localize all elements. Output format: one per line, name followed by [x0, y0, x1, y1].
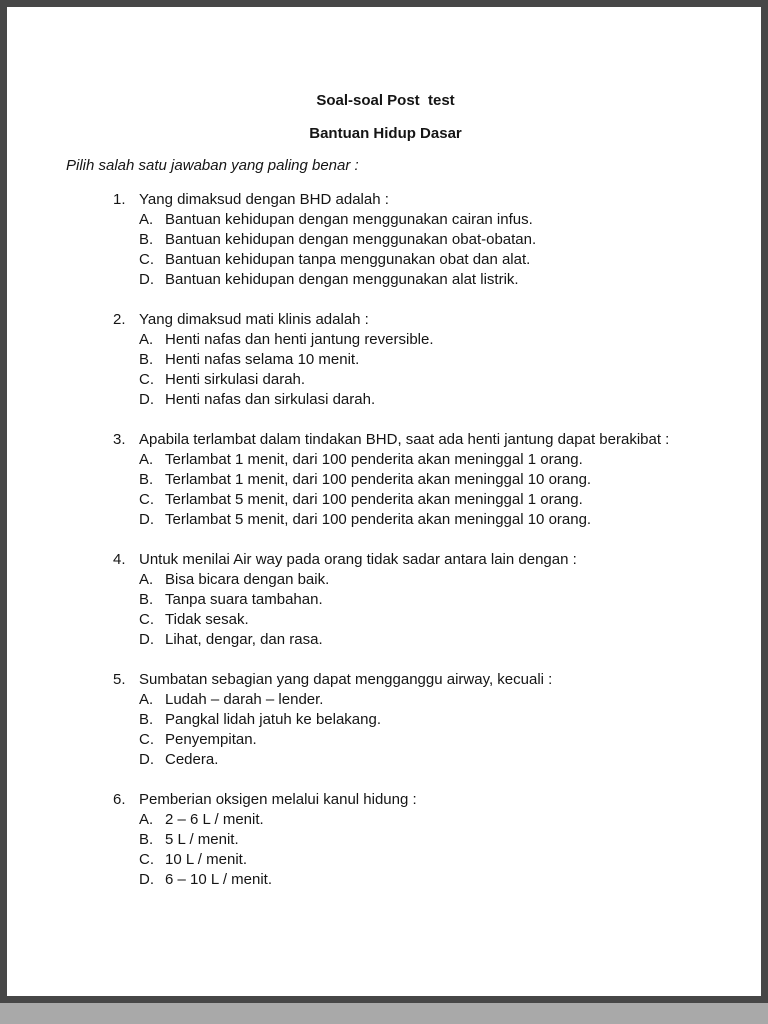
option-letter: B. — [139, 471, 154, 488]
option-d — [139, 390, 705, 410]
option-d — [139, 510, 705, 530]
option-d — [139, 270, 705, 290]
option-letter: C. — [139, 731, 154, 748]
option-letter: B. — [139, 831, 154, 848]
option-b — [139, 350, 705, 370]
option-text: Henti nafas dan henti jantung reversible. — [165, 331, 434, 348]
option-a — [139, 330, 705, 350]
option-letter: D. — [139, 871, 154, 888]
question-text: Pemberian oksigen melalui kanul hidung : — [139, 791, 417, 808]
option-text: Terlambat 5 menit, dari 100 penderita akan meninggal 10 orang. — [165, 511, 592, 528]
option-text: Lihat, dengar, dan rasa. — [165, 631, 323, 648]
viewer-bottom-bar — [0, 1003, 768, 1024]
option-text: Bisa bicara dengan baik. — [165, 571, 330, 588]
question-number: 2. — [113, 311, 126, 328]
option-letter: D. — [139, 391, 154, 408]
option-text: Pangkal lidah jatuh ke belakang. — [165, 711, 381, 728]
option-text: Henti nafas dan sirkulasi darah. — [165, 391, 376, 408]
option-text: Bantuan kehidupan dengan menggunakan cairan infus. — [165, 211, 533, 228]
option-a — [139, 690, 705, 710]
option-letter: A. — [139, 571, 154, 588]
question-text: Sumbatan sebagian yang dapat mengganggu airway, kecuali : — [139, 671, 553, 688]
option-letter: B. — [139, 231, 154, 248]
question-item-5 — [113, 670, 705, 770]
option-letter: D. — [139, 271, 154, 288]
option-text: Bantuan kehidupan dengan menggunakan alat listrik. — [165, 271, 519, 288]
option-b — [139, 230, 705, 250]
option-c — [139, 250, 705, 270]
question-item-2 — [113, 310, 705, 410]
option-a — [139, 570, 705, 590]
option-b — [139, 710, 705, 730]
option-letter: A. — [139, 451, 154, 468]
option-letter: D. — [139, 751, 154, 768]
option-text: Terlambat 1 menit, dari 100 penderita akan meninggal 1 orang. — [165, 451, 583, 468]
option-letter: C. — [139, 251, 154, 268]
question-number: 4. — [113, 551, 126, 568]
question-item-3 — [113, 430, 705, 530]
question-number: 5. — [113, 671, 126, 688]
option-letter: C. — [139, 611, 154, 628]
option-text: Ludah – darah – lender. — [165, 691, 324, 708]
option-letter: B. — [139, 351, 154, 368]
option-b — [139, 470, 705, 490]
option-c — [139, 730, 705, 750]
option-d — [139, 870, 705, 890]
question-number: 6. — [113, 791, 126, 808]
question-list — [113, 190, 705, 890]
option-letter: B. — [139, 591, 154, 608]
option-letter: B. — [139, 711, 154, 728]
question-item-6 — [113, 790, 705, 890]
option-d — [139, 750, 705, 770]
document-content — [7, 7, 761, 890]
option-letter: A. — [139, 211, 154, 228]
option-letter: C. — [139, 851, 154, 868]
option-text: 2 – 6 L / menit. — [165, 811, 264, 828]
option-text: Tidak sesak. — [165, 611, 249, 628]
option-text: 10 L / menit. — [165, 851, 247, 868]
option-c — [139, 370, 705, 390]
instruction-text: Pilih salah satu jawaban yang paling benar : — [66, 157, 359, 174]
option-text: Bantuan kehidupan tanpa menggunakan obat dan alat. — [165, 251, 531, 268]
page-subtitle: Bantuan Hidup Dasar — [309, 125, 462, 142]
document-page — [7, 7, 761, 996]
option-d — [139, 630, 705, 650]
option-letter: D. — [139, 631, 154, 648]
option-letter: D. — [139, 511, 154, 528]
option-text: 5 L / menit. — [165, 831, 239, 848]
question-number: 1. — [113, 191, 126, 208]
option-text: Tanpa suara tambahan. — [165, 591, 323, 608]
question-text: Untuk menilai Air way pada orang tidak sadar antara lain dengan : — [139, 551, 577, 568]
option-letter: A. — [139, 811, 154, 828]
option-c — [139, 610, 705, 630]
option-text: Penyempitan. — [165, 731, 257, 748]
option-letter: C. — [139, 491, 154, 508]
option-letter: A. — [139, 331, 154, 348]
option-a — [139, 450, 705, 470]
option-text: Henti nafas selama 10 menit. — [165, 351, 360, 368]
option-text: Cedera. — [165, 751, 219, 768]
option-text: Bantuan kehidupan dengan menggunakan obat-obatan. — [165, 231, 537, 248]
question-item-4 — [113, 550, 705, 650]
option-text: Terlambat 1 menit, dari 100 penderita akan meninggal 10 orang. — [165, 471, 592, 488]
question-text: Yang dimaksud dengan BHD adalah : — [139, 191, 389, 208]
option-c — [139, 850, 705, 870]
page-title: Soal-soal Post test — [316, 92, 455, 109]
option-a — [139, 210, 705, 230]
option-b — [139, 830, 705, 850]
option-c — [139, 490, 705, 510]
option-letter: A. — [139, 691, 154, 708]
question-item-1 — [113, 190, 705, 290]
option-text: 6 – 10 L / menit. — [165, 871, 273, 888]
option-text: Henti sirkulasi darah. — [165, 371, 306, 388]
question-text: Yang dimaksud mati klinis adalah : — [139, 311, 369, 328]
question-number: 3. — [113, 431, 126, 448]
option-text: Terlambat 5 menit, dari 100 penderita akan meninggal 1 orang. — [165, 491, 583, 508]
option-b — [139, 590, 705, 610]
option-letter: C. — [139, 371, 154, 388]
option-a — [139, 810, 705, 830]
question-text: Apabila terlambat dalam tindakan BHD, saat ada henti jantung dapat berakibat : — [139, 431, 670, 448]
